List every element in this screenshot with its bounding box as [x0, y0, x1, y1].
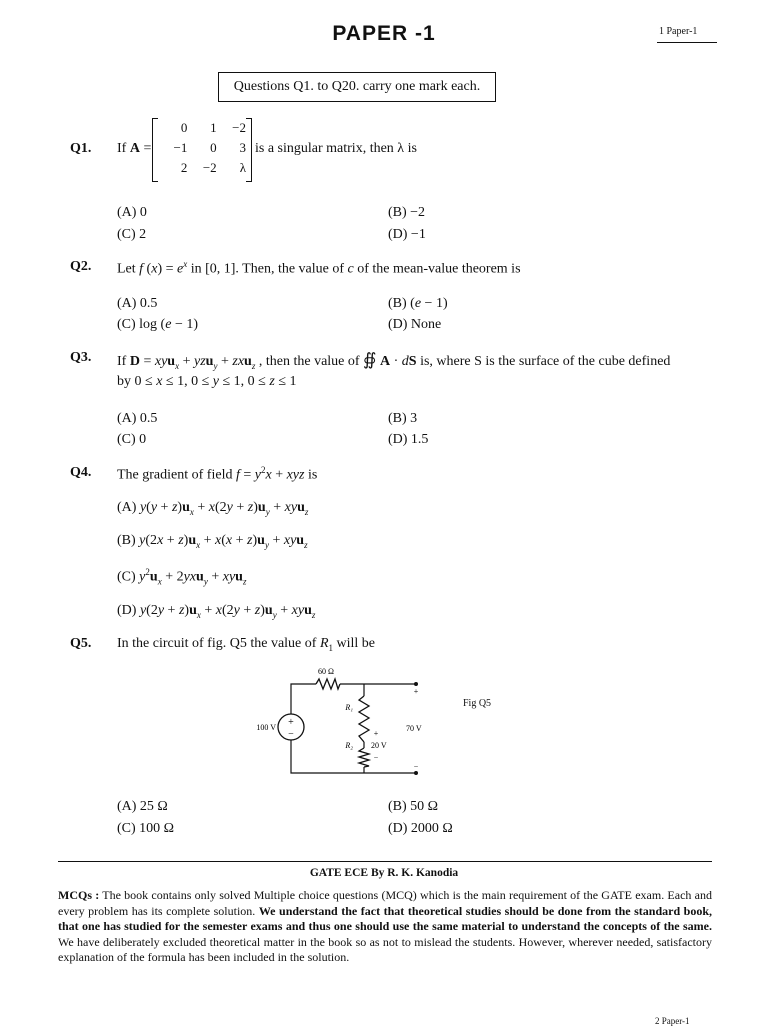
label-out-minus: −: [413, 762, 419, 771]
footer-text-part2: We have deliberately excluded theoretical matter in the book so as not to mislead the students. However, wherever needed, satisfactory explanation of the formula has been included in the solution.: [58, 934, 712, 964]
page-title: PAPER -1: [332, 22, 436, 45]
q3-number: Q3.: [70, 350, 92, 365]
matrix-cell: −1: [173, 140, 188, 155]
terminal-bottom: [414, 771, 418, 775]
q5-option-b: (B) 50 Ω: [388, 799, 439, 814]
marks-notice: Questions Q1. to Q20. carry one mark each.: [218, 72, 496, 102]
next-page-reference: 2 Paper-1: [655, 1016, 690, 1026]
q3-option-b: (B) 3: [388, 411, 418, 426]
figure-caption: Fig Q5: [463, 698, 492, 709]
page-reference: 1 Paper-1: [659, 26, 698, 37]
terminal-top: [414, 682, 418, 686]
matrix-cell: λ: [239, 160, 246, 175]
label-r2-plus: +: [373, 729, 379, 738]
q1-suffix: is a singular matrix, then λ is: [255, 141, 417, 156]
resistor-r2: [359, 748, 369, 767]
source-minus: −: [288, 729, 294, 740]
circuit-diagram: [240, 660, 440, 782]
footer-mcq-label: MCQs :: [58, 888, 100, 902]
q1-option-d: (D) −1: [388, 227, 426, 242]
q5-number: Q5.: [70, 636, 92, 651]
q2-text: Let f $(x) = e^x$ in [0, 1]. Then, the value of c of the mean-value theorem is: [117, 259, 521, 277]
q5-option-d: (D) 2000 Ω: [388, 821, 453, 836]
footer-text-part1: The book contains only solved Multiple choice questions (MCQ) which is the main requirement of the GATE exam. Each and every problem has its complete solution.: [58, 888, 712, 918]
matrix-cell: 3: [239, 140, 246, 155]
q4-option-b: (B) $y(2x + z)u_x + x(x + z)u_y + xyu_z$: [117, 533, 308, 550]
label-r2-minus: −: [373, 753, 379, 762]
q2-option-b: (B) (e − 1): [388, 296, 448, 311]
q4-number: Q4.: [70, 465, 92, 480]
circuit-wires: [291, 684, 416, 773]
q1-option-a: (A) 0: [117, 205, 147, 220]
matrix-cell: −2: [202, 160, 217, 175]
q2-option-d: (D) None: [388, 317, 442, 332]
q3-option-a: (A) 0.5: [117, 411, 158, 426]
q1-matrix: [152, 118, 252, 182]
label-100v: 100 V: [256, 723, 276, 732]
q3-text-line2: by 0 ≤ x ≤ 1, 0 ≤ y ≤ 1, 0 ≤ z ≤ 1: [117, 374, 297, 389]
q3-option-c: (C) 0: [117, 432, 147, 447]
q1-number: Q1.: [70, 141, 92, 156]
matrix-right-bracket: [246, 118, 252, 182]
matrix-table: [158, 118, 246, 178]
q4-option-c: (C) $y^2u_x + 2yxu_y + xyu_z$: [117, 567, 247, 587]
matrix-cell: 0: [210, 140, 217, 155]
q5-option-a: (A) 25 Ω: [117, 799, 168, 814]
matrix-cell: −2: [232, 120, 246, 135]
footer-body: [58, 888, 712, 966]
footer-title: GATE ECE By R. K. Kanodia: [309, 867, 459, 879]
q1-option-b: (B) −2: [388, 205, 426, 220]
resistor-r1: [359, 696, 369, 742]
q1-prefix: If A =: [117, 141, 152, 156]
q2-option-a: (A) 0.5: [117, 296, 158, 311]
q3-option-d: (D) 1.5: [388, 432, 429, 447]
resistor-60-ohm: [316, 679, 340, 689]
label-60-ohm: 60 Ω: [318, 667, 334, 676]
q3-text-line1: If D = xyu$_x$ + yzu$_y$ + zxu$_z$ , then the value of ∯ A · dS is, where S is the surface of the cube defined: [117, 350, 671, 371]
q5-option-c: (C) 100 Ω: [117, 821, 175, 836]
q4-text: The gradient of field $f = y^2x$ + xyz is: [117, 465, 318, 483]
label-20v: 20 V: [371, 741, 387, 750]
footer-text-bold: We understand the fact that theoretical studies should be done from the standard book, that one has studied for the semester exams and thus one should use the same material to understand the concepts of the same.: [58, 903, 713, 933]
source-plus: +: [288, 717, 294, 728]
matrix-cell: 0: [180, 120, 188, 135]
label-70v: 70 V: [406, 724, 422, 733]
q5-text: In the circuit of fig. Q5 the value of $R_1$ will be: [117, 636, 375, 653]
matrix-cell: 2: [180, 160, 188, 175]
q2-number: Q2.: [70, 259, 92, 274]
footer-rule: [58, 861, 712, 862]
label-r1: R₁: [345, 703, 353, 712]
q4-option-a: (A) $y(y + z)u_x + x(2y + z)u_y + xyu_z$: [117, 500, 309, 517]
label-out-plus: +: [413, 687, 419, 696]
label-r2: R₂: [345, 741, 353, 750]
matrix-cell: 1: [210, 120, 217, 135]
q1-option-c: (C) 2: [117, 227, 147, 242]
q2-option-c: (C) log (e − 1): [117, 317, 198, 332]
page-reference-rule: [657, 42, 717, 43]
q4-option-d: (D) $y(2y + z)u_x + x(2y + z)u_y + xyu_z$: [117, 603, 316, 620]
